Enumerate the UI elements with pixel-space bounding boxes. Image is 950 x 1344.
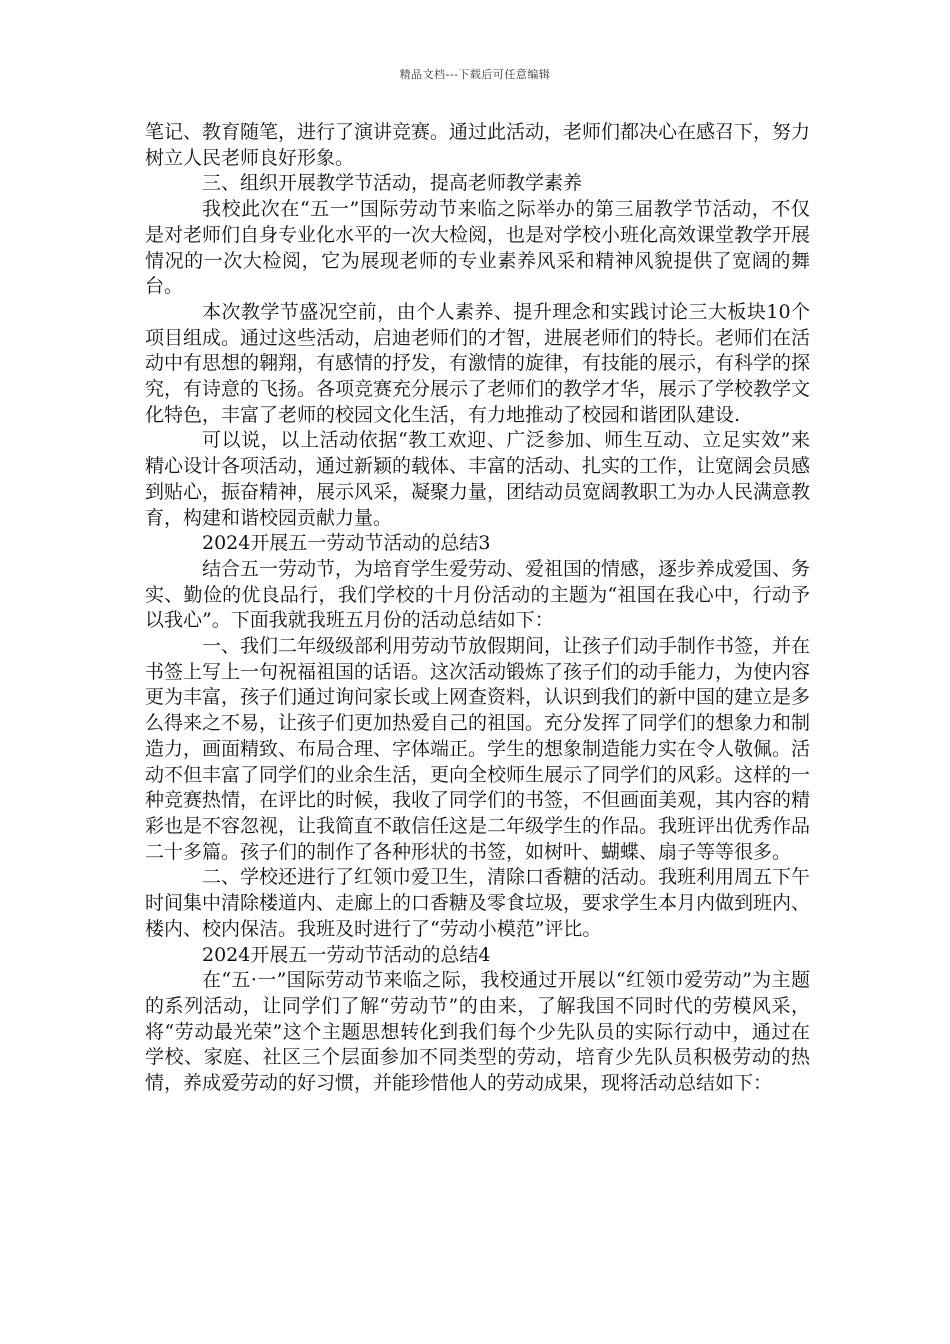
section-title: 2024开展五一劳动节活动的总结4 bbox=[202, 943, 491, 966]
paragraph: 笔记、教育随笔，进行了演讲竞赛。通过此活动，老师们都决心在感召下，努力树立人民老师良好形象。 bbox=[145, 121, 811, 169]
paragraph: 可以说，以上活动依据“教工欢迎、广泛参加、师生互动、立足实效”来精心设计各项活动，通过新颖的载体、丰富的活动、扎实的工作，让宽阔会员感到贴心，振奋精神，展示风采，凝聚力量，团结动员宽阔教职工为办人民满意教育，构建和谐校园贡献力量。 bbox=[145, 429, 811, 529]
paragraph: 结合五一劳动节，为培育学生爱劳动、爱祖国的情感，逐步养成爱国、务实、勤俭的优良品行，我们学校的十月份活动的主题为“祖国在我心中，行动予以我心”。下面我就我班五月份的活动总结如下： bbox=[145, 557, 811, 632]
paragraph: 一、我们二年级级部利用劳动节放假期间，让孩子们动手制作书签，并在书签上写上一句祝福祖国的话语。这次活动锻炼了孩子们的动手能力，为使内容更为丰富，孩子们通过询问家长或上网查资料，认识到我们的新中国的建立是多么得来之不易，让孩子们更加热爱自己的祖国。充分发挥了同学们的想象力和制造力，画面精致、布局合理、字体端正。学生的想象制造能力实在令人敬佩。活动不但丰富了同学们的业余生活，更向全校师生展示了同学们的风彩。这样的一种竞赛热情，在评比的时候，我收了同学们的书签，不但画面美观，其内容的精彩也是不容忽视，让我简直不敢信任这是二年级学生的作品。我班评出优秀作品二十多篇。孩子们的制作了各种形状的书签，如树叶、蝴蝶、扇子等等很多。 bbox=[145, 635, 811, 863]
document-body bbox=[145, 120, 810, 1097]
section-heading: 三、组织开展教学节活动，提高老师教学素养 bbox=[202, 172, 583, 195]
section-title: 2024开展五一劳动节活动的总结3 bbox=[202, 532, 491, 555]
page-header: 精品文档---下载后可任意编辑 bbox=[399, 68, 551, 81]
paragraph: 在“五·一”国际劳动节来临之际，我校通过开展以“红领巾爱劳动”为主题的系列活动，让同学们了解“劳动节”的由来，了解我国不同时代的劳模风采，将“劳动最光荣”这个主题思想转化到我们每个少先队员的实际行动中，通过在学校、家庭、社区三个层面参加不同类型的劳动，培育少先队员积极劳动的热情，养成爱劳动的好习惯，并能珍惜他人的劳动成果，现将活动总结如下： bbox=[145, 969, 810, 1095]
paragraph: 二、学校还进行了红领巾爱卫生，清除口香糖的活动。我班利用周五下午时间集中清除楼道内、走廊上的口香糖及零食垃圾，要求学生本月内做到班内、楼内、校内保洁。我班及时进行了“劳动小模范”评比。 bbox=[145, 866, 811, 940]
paragraph: 本次教学节盛况空前，由个人素养、提升理念和实践讨论三大板块10个项目组成。通过这些活动，启迪老师们的才智，进展老师们的特长。老师们在活动中有思想的翱翔，有感情的抒发，有激情的旋律，有技能的展示，有科学的探究，有诗意的飞扬。各项竞赛充分展示了老师们的教学才华，展示了学校教学文化特色，丰富了老师的校园文化生活，有力地推动了校园和谐团队建设. bbox=[145, 300, 811, 426]
paragraph: 我校此次在“五一”国际劳动节来临之际举办的第三届教学节活动，不仅是对老师们自身专业化水平的一次大检阅，也是对学校小班化高效课堂教学开展情况的一次大检阅，它为展现老师的专业素养风采和精神风貌提供了宽阔的舞台。 bbox=[145, 198, 811, 298]
